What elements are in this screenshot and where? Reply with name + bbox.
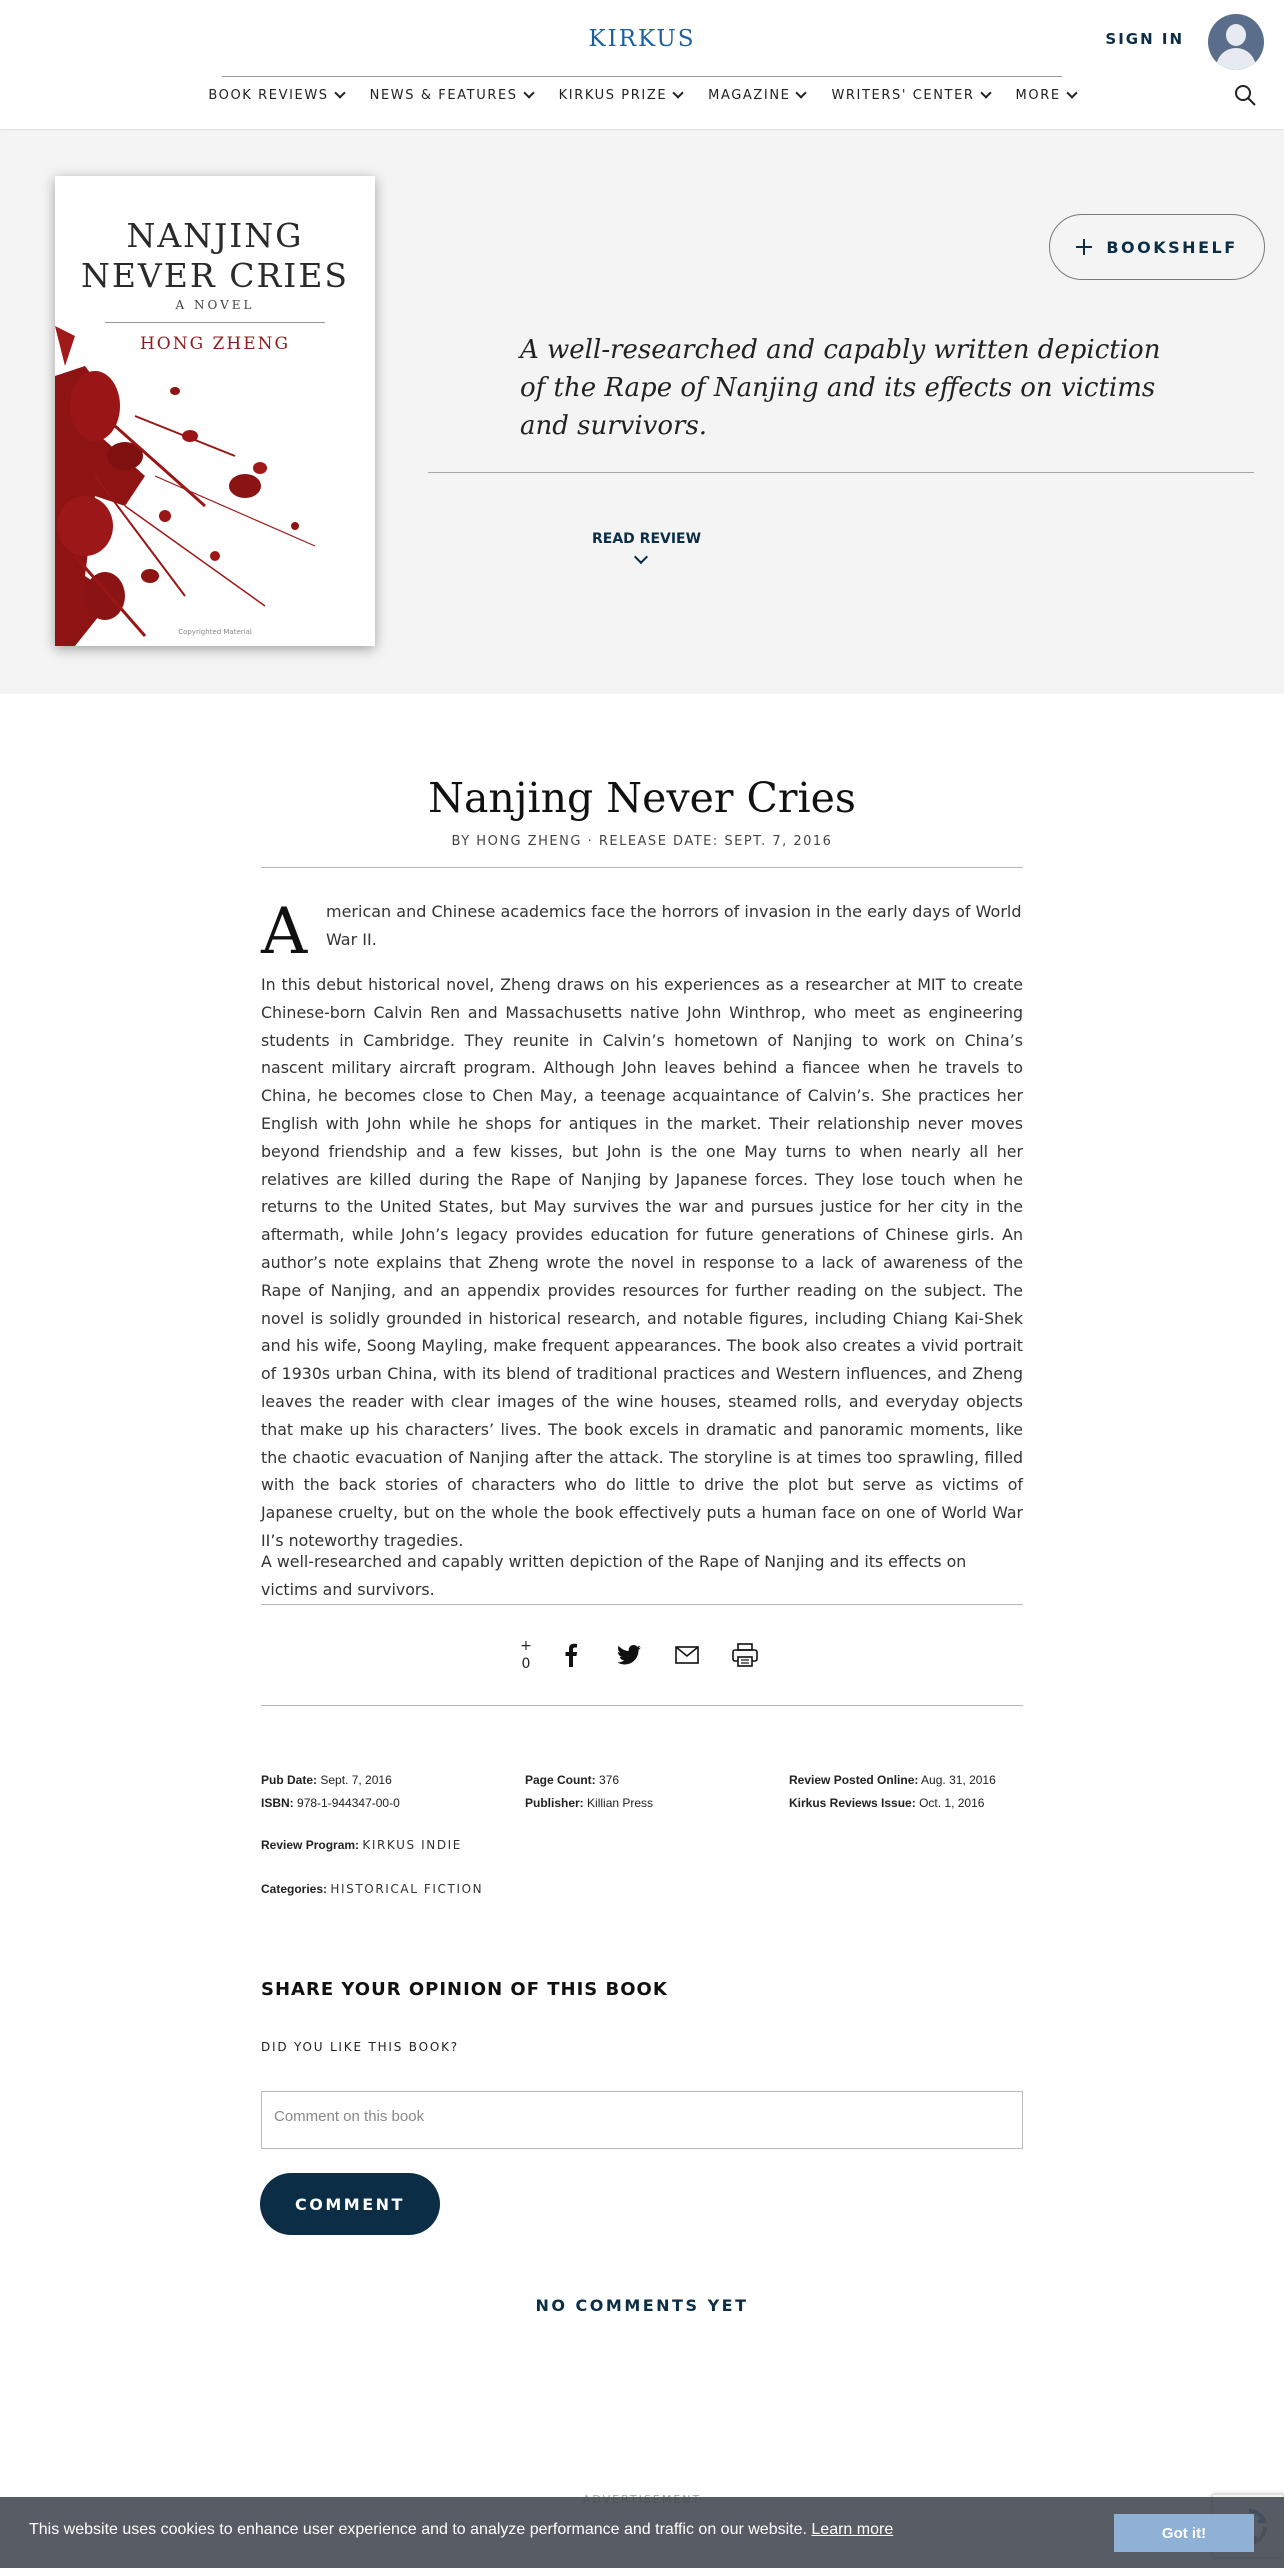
- twitter-icon[interactable]: [600, 1635, 658, 1675]
- review-lead: merican and Chinese academics face the horrors of invasion in the early days of World War II.: [326, 902, 1022, 949]
- byline: BY HONG ZHENG · RELEASE DATE: SEPT. 7, 2016: [451, 834, 833, 849]
- facebook-icon[interactable]: [542, 1635, 600, 1675]
- pub-date: Pub Date: Sept. 7, 2016: [261, 1773, 392, 1787]
- learn-more-link[interactable]: Learn more: [811, 2521, 894, 2538]
- nav-divider: [222, 76, 1062, 77]
- share-counter[interactable]: + 0: [520, 1638, 532, 1672]
- chevron-down-icon: [523, 87, 534, 98]
- drop-cap: A: [261, 895, 308, 969]
- title-divider: [261, 867, 1023, 868]
- opinion-heading: SHARE YOUR OPINION OF THIS BOOK: [261, 1979, 668, 2000]
- cover-rule: [105, 322, 325, 323]
- review-program-link[interactable]: KIRKUS INDIE: [362, 1838, 462, 1852]
- review-program: Review Program: KIRKUS INDIE: [261, 1838, 462, 1852]
- review-posted-online: Review Posted Online: Aug. 31, 2016: [789, 1773, 996, 1787]
- search-icon[interactable]: [1234, 84, 1256, 106]
- comment-button[interactable]: COMMENT: [260, 2173, 440, 2235]
- isbn: ISBN: 978-1-944347-00-0: [261, 1796, 400, 1810]
- cover-title: NANJING NEVER CRIES: [80, 216, 350, 295]
- chevron-down-icon: [1066, 87, 1077, 98]
- chevron-down-icon[interactable]: [634, 550, 648, 564]
- page-count: Page Count: 376: [525, 1773, 620, 1787]
- cookie-message: This website uses cookies to enhance user experience and to analyze performance and traffic on our website. Learn more: [29, 2521, 894, 2538]
- hero-divider: [428, 472, 1254, 473]
- review-end-divider: [261, 1604, 1023, 1605]
- review-tagline: A well-researched and capably written depiction of the Rape of Nanjing and its effects on victims and survivors.: [520, 335, 1161, 441]
- read-review-link[interactable]: READ REVIEW: [592, 531, 702, 547]
- cover-author: HONG ZHENG: [139, 334, 291, 354]
- comment-input[interactable]: Comment on this book: [261, 2091, 1023, 2149]
- review-body: In this debut historical novel, Zheng draws on his experiences as a researcher at MIT to create Chinese-born Calvin Ren and Massachusetts native John Winthrop, who meet as engineering students in Cambridge. They reunite in Calvin’s hometown of Nanjing to work on China’s nascent military aircraft program. Although John leaves behind a fiancee when he travels to China, he becomes close to Chen May, a teenage acquaintance of Calvin’s. She practices her English with John while he shops for antiques in the market. Their relationship never moves beyond friendship and a few kisses, but John is the one May turns to when nearly all her relatives are killed during the Rape of Nanjing by Japanese forces. They lose touch when he returns to the United States, but May survives the war and pursues justice for her city in the aftermath, while John’s legacy provides education for future generations of Chinese girls. An author’s note explains that Zheng wrote the novel in response to a lack of awareness of the Rape of Nanjing, and an appendix provides resources for further reading on the subject. The novel is solidly grounded in historical research, and notable figures, including Chiang Kai-Shek and his wife, Soong Mayling, make frequent appearances. The book also creates a vivid portrait of 1930s urban China, with its blend of traditional practices and Western influences, and Zheng leaves the reader with clear images of the wine houses, steamed rolls, and everyday objects that make up his characters’ lives. The book excels in dramatic and panoramic moments, like the chaotic evacuation of Nanjing after the attack. The storyline is at times too sprawling, filled with the back stories of characters who do little to drive the plot but serve as victims of Japanese cruelty, but on the whole the book effectively puts a human face on one of World War II’s noteworthy tragedies.: [261, 975, 1023, 1550]
- book-hero: [0, 131, 1284, 694]
- nav-news-features[interactable]: NEWS & FEATURES: [370, 88, 533, 103]
- email-icon[interactable]: [658, 1635, 716, 1675]
- cookie-banner: [0, 2497, 1284, 2568]
- book-cover: [55, 176, 375, 646]
- kirkus-logo[interactable]: KIRKUS: [588, 26, 696, 52]
- like-question: DID YOU LIKE THIS BOOK?: [261, 2040, 459, 2054]
- plus-icon: [1076, 239, 1092, 255]
- main-nav: [208, 88, 1062, 103]
- share-toolbar: [510, 1630, 780, 1680]
- nav-writers-center[interactable]: WRITERS' CENTER: [831, 88, 989, 103]
- chevron-down-icon: [334, 87, 345, 98]
- cover-footer: Copyrighted Material: [178, 628, 252, 636]
- chevron-down-icon: [672, 87, 683, 98]
- user-avatar-icon[interactable]: [1208, 14, 1264, 70]
- sign-in-link[interactable]: SIGN IN: [1105, 30, 1184, 48]
- no-comments-label: NO COMMENTS YET: [535, 2296, 749, 2315]
- publisher: Publisher: Killian Press: [525, 1796, 654, 1810]
- site-header: [0, 0, 1284, 130]
- chevron-down-icon: [980, 87, 991, 98]
- nav-kirkus-prize[interactable]: KIRKUS PRIZE: [559, 88, 683, 103]
- share-divider: [261, 1705, 1023, 1706]
- book-title: Nanjing Never Cries: [428, 774, 856, 822]
- review-closing: A well-researched and capably written depiction of the Rape of Nanjing and its effects on victims and survivors.: [261, 1552, 967, 1599]
- nav-magazine[interactable]: MAGAZINE: [708, 88, 805, 103]
- nav-book-reviews[interactable]: BOOK REVIEWS: [208, 88, 343, 103]
- categories: Categories: HISTORICAL FICTION: [261, 1882, 484, 1896]
- bookshelf-button[interactable]: BOOKSHELF: [1049, 214, 1265, 280]
- cookie-accept-button[interactable]: Got it!: [1114, 2514, 1254, 2552]
- nav-more[interactable]: MORE: [1016, 88, 1076, 103]
- chevron-down-icon: [796, 87, 807, 98]
- print-icon[interactable]: [716, 1635, 774, 1675]
- cover-subtitle: A NOVEL: [175, 298, 255, 312]
- category-link[interactable]: HISTORICAL FICTION: [330, 1882, 484, 1896]
- kirkus-reviews-issue: Kirkus Reviews Issue: Oct. 1, 2016: [789, 1796, 985, 1810]
